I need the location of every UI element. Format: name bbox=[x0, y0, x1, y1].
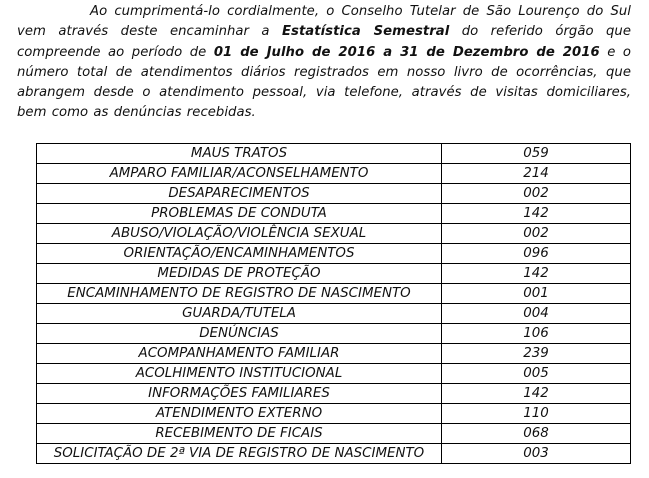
table-row bbox=[37, 144, 631, 164]
category-label: PROBLEMAS DE CONDUTA bbox=[37, 204, 442, 224]
table-row bbox=[37, 404, 631, 424]
intro-bold-period: 01 de Julho de 2016 a 31 de Dezembro de 2016 bbox=[213, 44, 600, 60]
category-count: 142 bbox=[442, 264, 631, 284]
category-count: 004 bbox=[442, 304, 631, 324]
category-count: 002 bbox=[442, 184, 631, 204]
category-label: AMPARO FAMILIAR/ACONSELHAMENTO bbox=[37, 164, 442, 184]
category-count: 005 bbox=[442, 364, 631, 384]
table-row bbox=[37, 264, 631, 284]
intro-bold-report-name: Estatística Semestral bbox=[281, 24, 450, 40]
table-row bbox=[37, 184, 631, 204]
category-label: RECEBIMENTO DE FICAIS bbox=[37, 424, 442, 444]
category-count: 059 bbox=[442, 144, 631, 164]
category-label: ENCAMINHAMENTO DE REGISTRO DE NASCIMENTO bbox=[37, 284, 442, 304]
category-count: 142 bbox=[442, 384, 631, 404]
statistics-table bbox=[36, 143, 631, 464]
table-row bbox=[37, 384, 631, 404]
category-label: GUARDA/TUTELA bbox=[37, 304, 442, 324]
category-count: 106 bbox=[442, 324, 631, 344]
statistics-table-body bbox=[37, 144, 631, 464]
category-label: MAUS TRATOS bbox=[37, 144, 442, 164]
category-label: ACOMPANHAMENTO FAMILIAR bbox=[37, 344, 442, 364]
category-count: 096 bbox=[442, 244, 631, 264]
table-row bbox=[37, 304, 631, 324]
table-row bbox=[37, 224, 631, 244]
table-row bbox=[37, 244, 631, 264]
category-count: 068 bbox=[442, 424, 631, 444]
category-count: 214 bbox=[442, 164, 631, 184]
table-row bbox=[37, 344, 631, 364]
category-label: ABUSO/VIOLAÇÃO/VIOLÊNCIA SEXUAL bbox=[37, 224, 442, 244]
table-row bbox=[37, 164, 631, 184]
category-label: ACOLHIMENTO INSTITUCIONAL bbox=[37, 364, 442, 384]
category-label: DENÚNCIAS bbox=[37, 324, 442, 344]
intro-text-2: do referido órgão que compreende ao período de bbox=[17, 24, 631, 60]
table-row bbox=[37, 444, 631, 464]
category-count: 142 bbox=[442, 204, 631, 224]
category-count: 003 bbox=[442, 444, 631, 464]
category-count: 001 bbox=[442, 284, 631, 304]
table-row bbox=[37, 204, 631, 224]
category-label: INFORMAÇÕES FAMILIARES bbox=[37, 384, 442, 404]
category-label: ATENDIMENTO EXTERNO bbox=[37, 404, 442, 424]
intro-text-3: e o número total de atendimentos diários registrados em nosso livro de ocorrências, que abrangem desde o atendimento pessoal, via telefone, através de visitas domiciliares, bem como as denúncias recebidas. bbox=[17, 44, 631, 121]
intro-text-1: Ao cumprimentá-lo cordialmente, o Conselho Tutelar de São Lourenço do Sul vem através deste encaminhar a bbox=[17, 4, 631, 40]
category-label: MEDIDAS DE PROTEÇÃO bbox=[37, 264, 442, 284]
category-label: SOLICITAÇÃO DE 2ª VIA DE REGISTRO DE NASCIMENTO bbox=[37, 444, 442, 464]
category-label: DESAPARECIMENTOS bbox=[37, 184, 442, 204]
category-label: ORIENTAÇÃO/ENCAMINHAMENTOS bbox=[37, 244, 442, 264]
category-count: 110 bbox=[442, 404, 631, 424]
intro-paragraph bbox=[17, 2, 631, 124]
table-row bbox=[37, 324, 631, 344]
category-count: 002 bbox=[442, 224, 631, 244]
table-row bbox=[37, 364, 631, 384]
category-count: 239 bbox=[442, 344, 631, 364]
table-row bbox=[37, 424, 631, 444]
table-row bbox=[37, 284, 631, 304]
